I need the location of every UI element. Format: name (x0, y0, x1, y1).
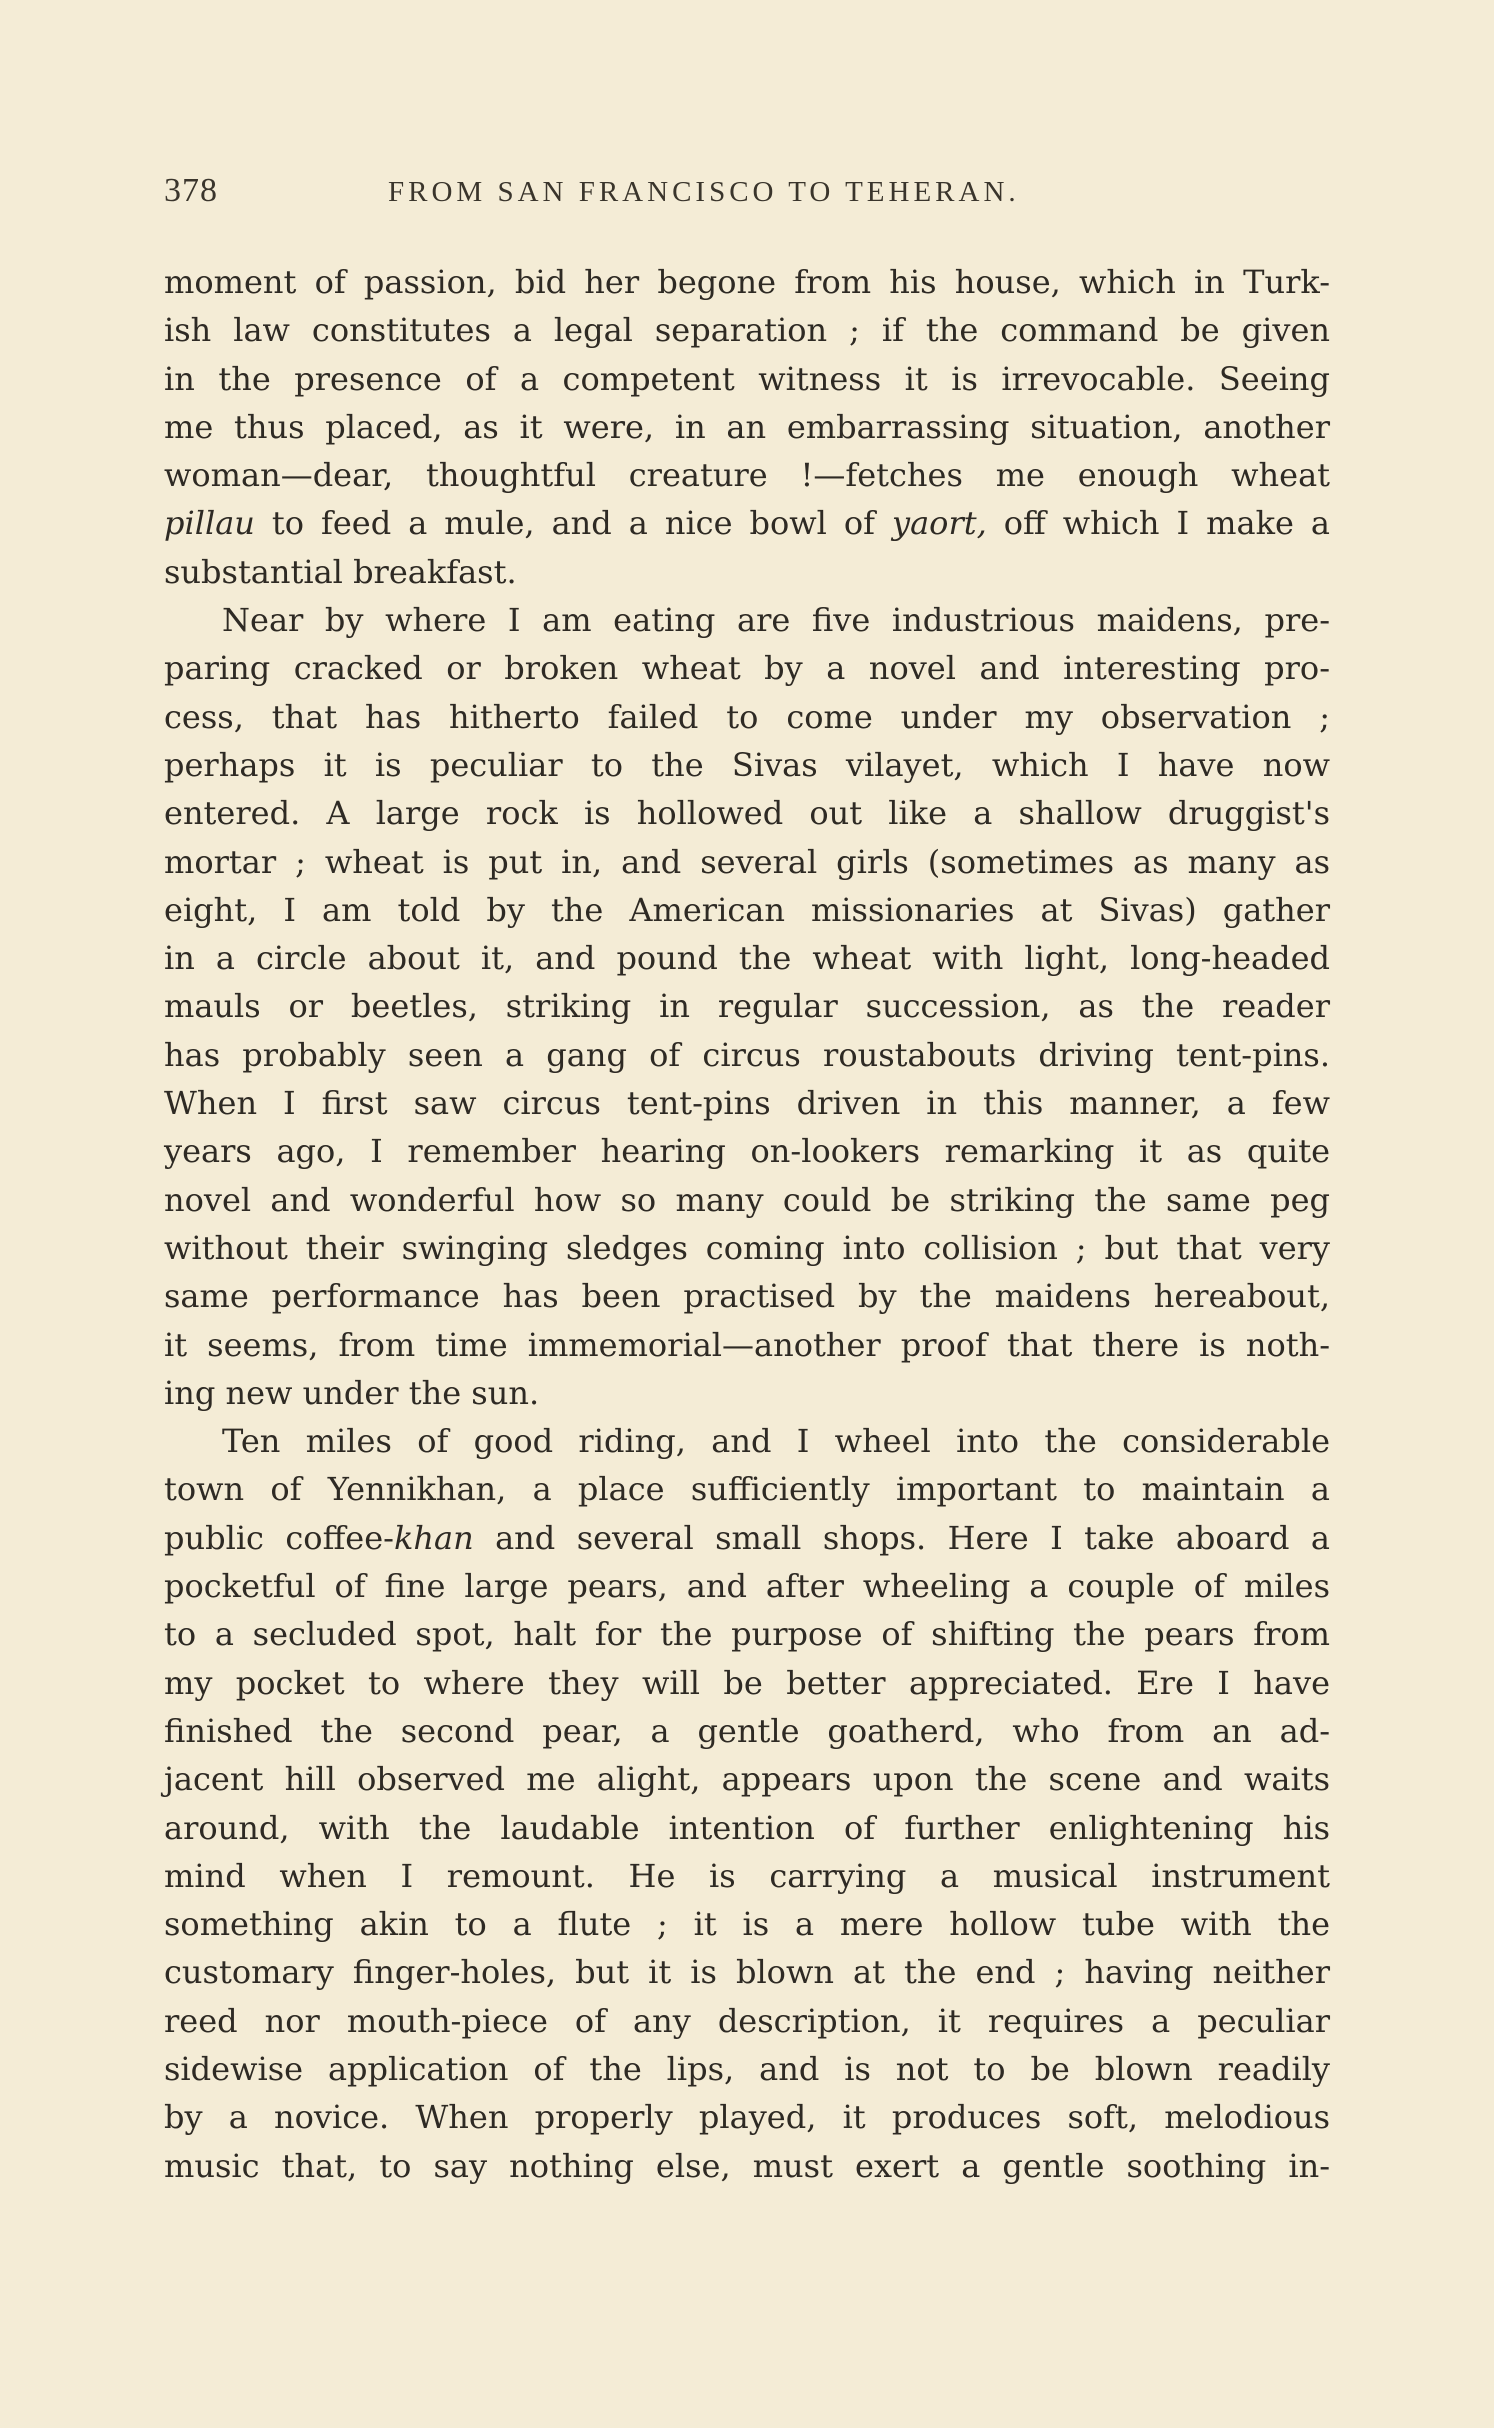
text-line: my pocket to where they will be better appreciated. Ere I have (164, 1663, 1330, 1702)
text-line: entered. A large rock is hollowed out like a shallow druggist's (164, 794, 1330, 833)
text-line: moment of passion, bid her begone from his house, which in Turk- (164, 263, 1330, 301)
text-line: paring cracked or broken wheat by a novel and interesting pro- (164, 649, 1330, 688)
text-line (164, 1514, 1330, 1562)
text-line: cess, that has hitherto failed to come under my observation ; (164, 697, 1330, 736)
text-line: perhaps it is peculiar to the Sivas vilayet, which I have now (164, 745, 1330, 784)
text-line (164, 499, 1330, 547)
paragraph-first-line: Near by where I am eating are five industrious maidens, pre- (222, 601, 1330, 640)
text-line: mortar ; wheat is put in, and several girls (sometimes as many as (164, 842, 1330, 881)
text-line: it seems, from time immemorial—another proof that there is noth- (164, 1325, 1330, 1364)
text-line: by a novice. When properly played, it produces soft, melodious (164, 2098, 1330, 2137)
text-line: When I first saw circus tent-pins driven in this manner, a few (164, 1084, 1330, 1123)
text-segment: public coffee- (164, 1518, 394, 1557)
text-segment: to feed a mule, and a nice bowl of (254, 504, 893, 543)
page-header (164, 172, 1330, 222)
text-line: mauls or beetles, striking in regular succession, as the reader (164, 987, 1330, 1026)
text-line: to a secluded spot, halt for the purpose of shifting the pears from (164, 1615, 1330, 1654)
text-line: woman—dear, thoughtful creature !—fetches me enough wheat (164, 456, 1330, 495)
text-line: music that, to say nothing else, must exert a gentle soothing in- (164, 2146, 1330, 2185)
text-line: pocketful of fine large pears, and after wheeling a couple of miles (164, 1567, 1330, 1606)
text-line: in a circle about it, and pound the wheat with light, long-headed (164, 939, 1330, 978)
text-line: same performance has been practised by the maidens hereabout, (164, 1277, 1330, 1316)
text-line: customary finger-holes, but it is blown at the end ; having neither (164, 1953, 1330, 1992)
text-line: mind when I remount. He is carrying a musical instrument (164, 1856, 1330, 1895)
text-line: something akin to a flute ; it is a mere hollow tube with the (164, 1905, 1330, 1944)
text-line: substantial breakfast. (164, 552, 517, 591)
page-number: 378 (164, 172, 218, 209)
text-line: ing new under the sun. (164, 1373, 540, 1412)
paragraph-first-line: Ten miles of good riding, and I wheel into the considerable (222, 1422, 1330, 1461)
text-line: without their swinging sledges coming into collision ; but that very (164, 1228, 1330, 1267)
text-line: has probably seen a gang of circus roustabouts driving tent-pins. (164, 1035, 1330, 1074)
running-title: FROM SAN FRANCISCO TO TEHERAN. (388, 176, 1020, 208)
text-line: around, with the laudable intention of further enlightening his (164, 1808, 1330, 1847)
body-text (164, 258, 1330, 2190)
text-line: town of Yennikhan, a place sufficiently important to maintain a (164, 1470, 1330, 1509)
text-segment: and several small shops. Here I take aboard a (473, 1518, 1331, 1557)
italic-word: pillau (164, 504, 255, 543)
text-line: novel and wonderful how so many could be striking the same peg (164, 1180, 1330, 1219)
text-line: years ago, I remember hearing on-lookers remarking it as quite (164, 1132, 1330, 1171)
text-line: in the presence of a competent witness it is irrevocable. Seeing (164, 359, 1330, 398)
text-line: eight, I am told by the American missionaries at Sivas) gather (164, 890, 1330, 929)
text-line: finished the second pear, a gentle goatherd, who from an ad- (164, 1711, 1330, 1750)
italic-word: yaort, (892, 504, 987, 543)
text-segment: off which I make a (986, 504, 1330, 543)
text-line: me thus placed, as it were, in an embarrassing situation, another (164, 407, 1330, 446)
text-line: jacent hill observed me alight, appears upon the scene and waits (164, 1760, 1330, 1799)
text-line: sidewise application of the lips, and is not to be blown readily (164, 2049, 1330, 2088)
text-line: ish law constitutes a legal separation ; if the command be given (164, 311, 1330, 350)
text-line: reed nor mouth-piece of any description, it requires a peculiar (164, 2001, 1330, 2040)
italic-word: khan (394, 1518, 474, 1557)
